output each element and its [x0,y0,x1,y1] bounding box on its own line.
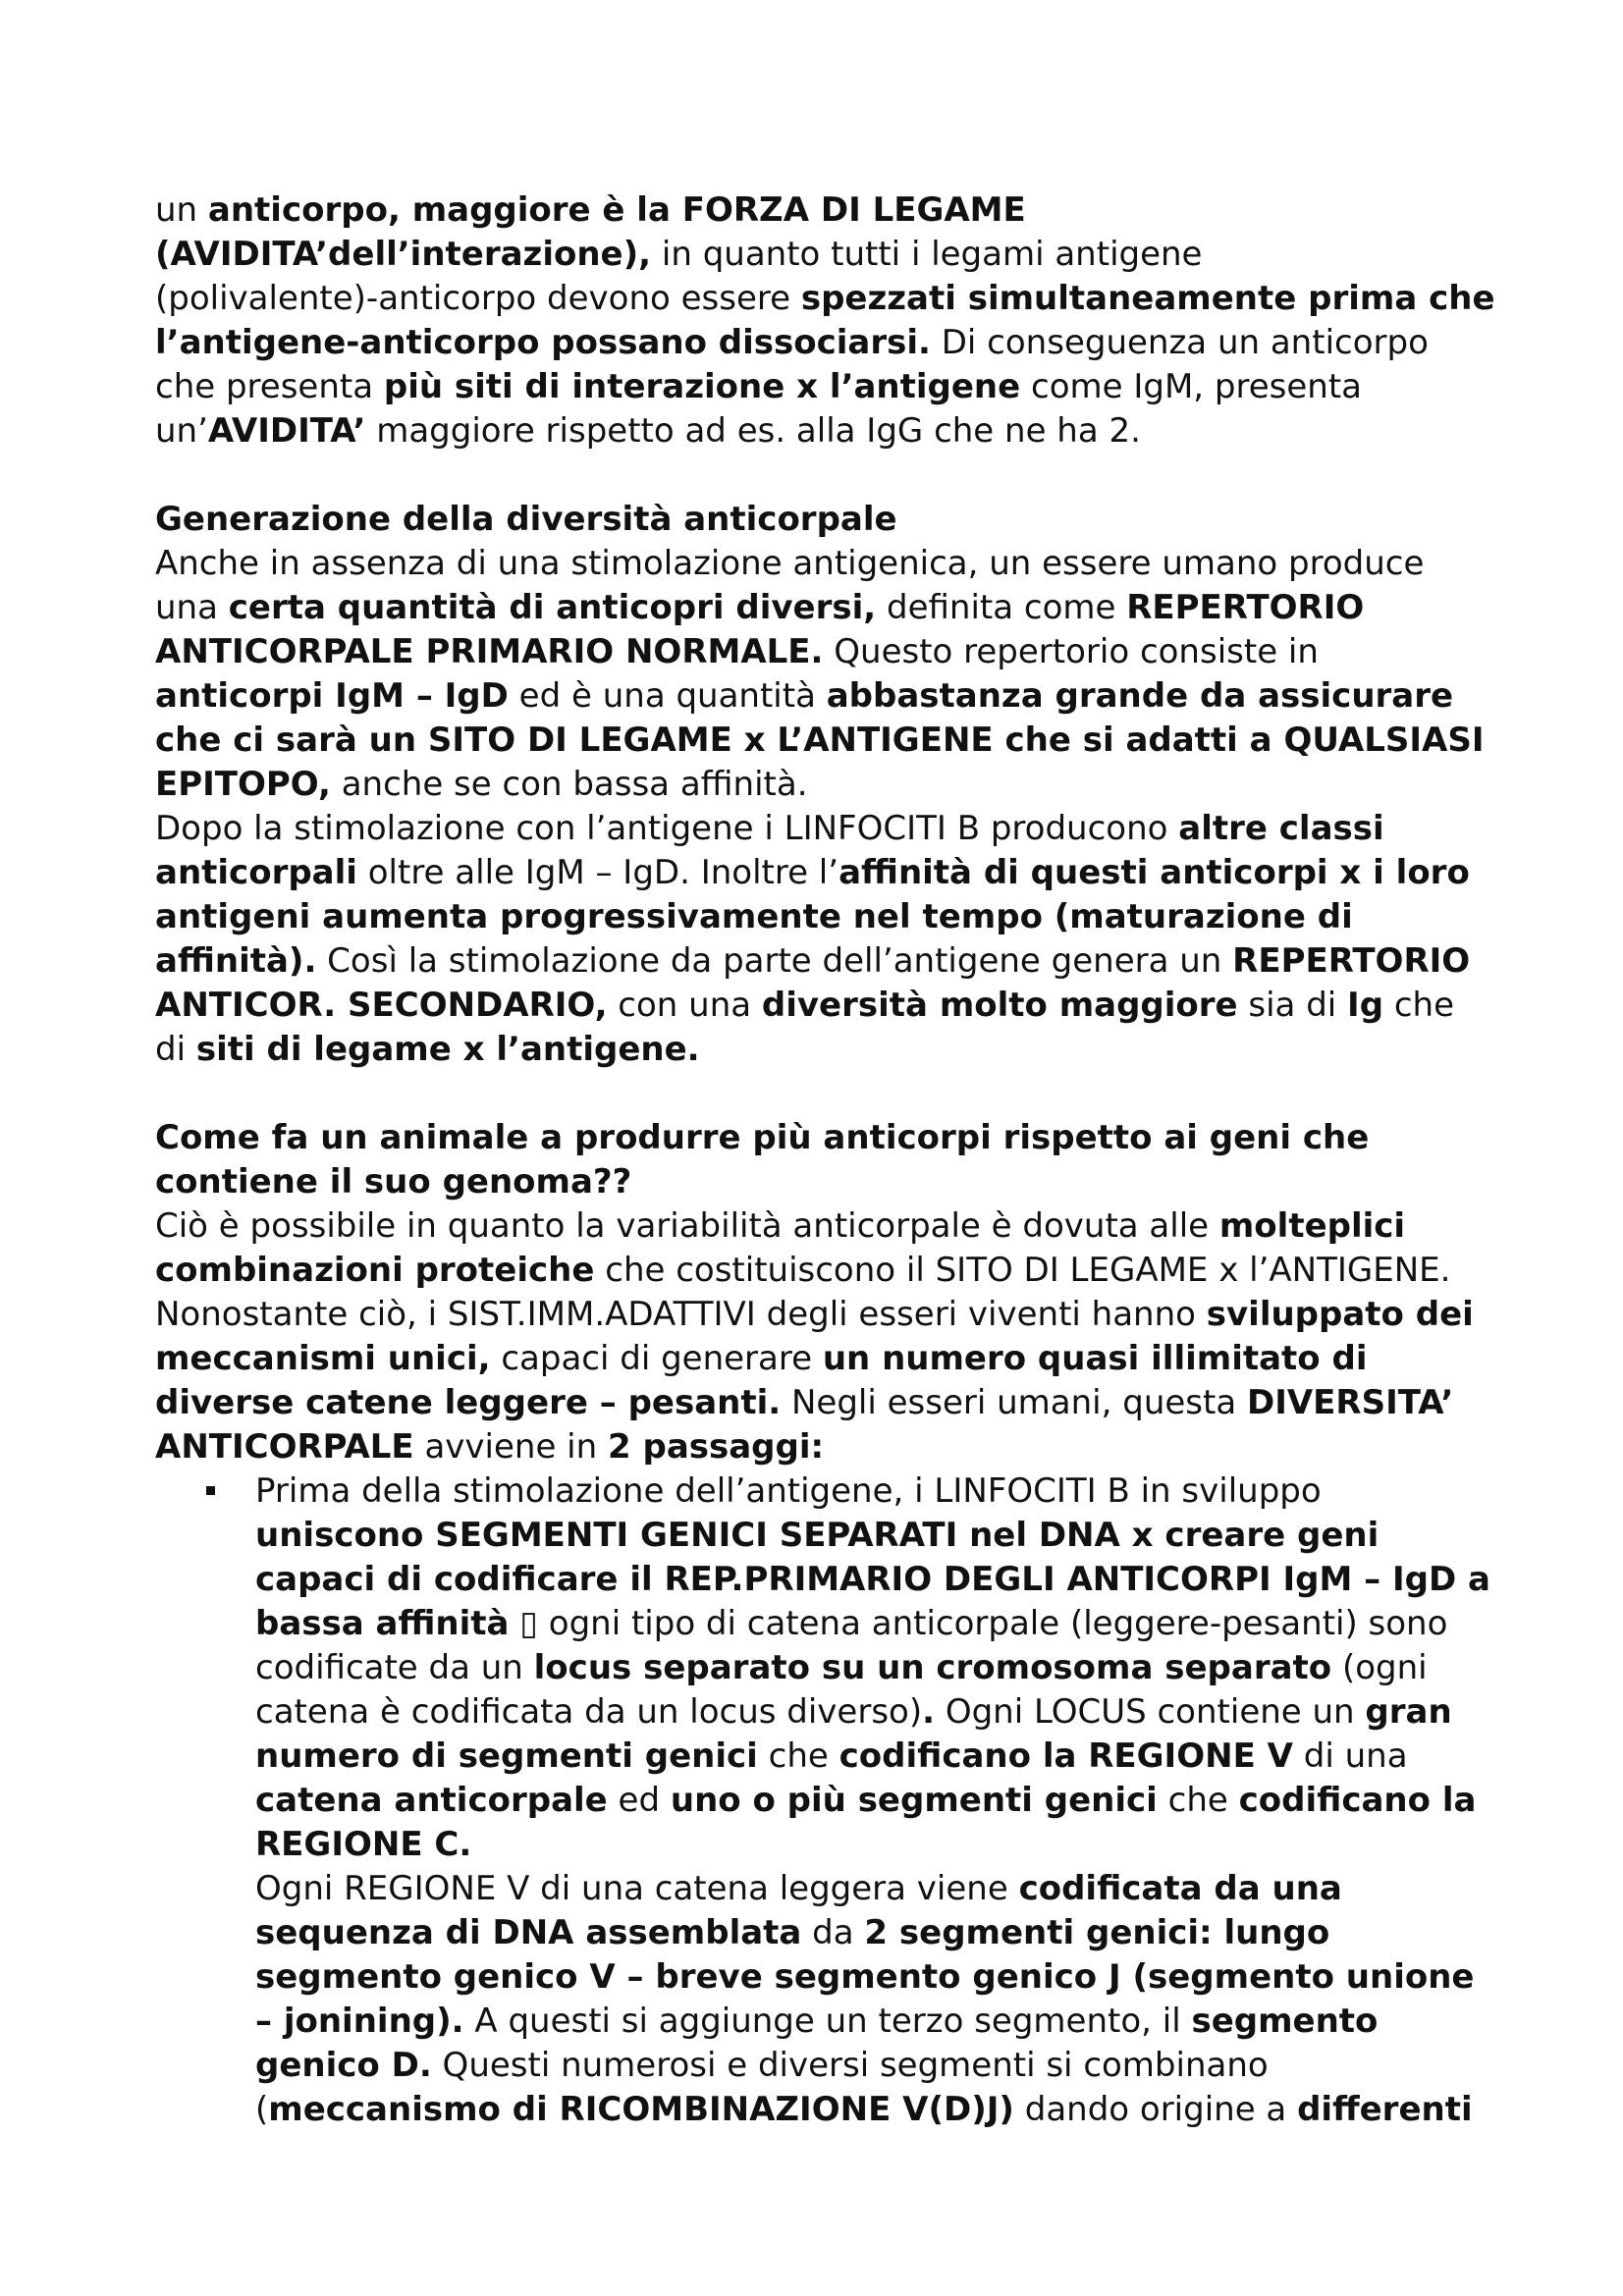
bold-text: 2 segmenti genici: lungo [864,1913,1330,1952]
text: Questo repertorio consiste in [823,632,1319,671]
bold-text: codificano la [1238,1781,1477,1820]
text-line [155,321,1490,365]
text-line [155,1823,1490,1867]
text-line [155,1425,1490,1469]
bold-text: Generazione della diversità anticorpale [155,500,897,539]
text-line [155,851,1490,895]
text: catena è codificata da un locus diverso) [255,1692,923,1732]
bold-text: diverse catene leggere – pesanti. [155,1383,782,1422]
bold-text: REPERTORIO [1232,941,1471,981]
text-line [155,1204,1490,1249]
text-line [155,895,1490,939]
text: ( [255,2090,269,2129]
text: Dopo la stimolazione con l’antigene i LINFOCITI B producono [155,809,1179,848]
text: che presenta [155,367,384,406]
bold-text: affinità di questi anticorpi x i loro [839,853,1470,892]
bold-text: Ig [1347,986,1384,1025]
bold-text: meccanismo di RICOMBINAZIONE V(D)J) [268,2090,1014,2129]
bold-text: meccanismi unici, [155,1339,491,1378]
text: ed è una quantità [508,676,827,716]
text-line [155,1469,1490,1514]
paragraph [155,1116,1490,1469]
bold-text: EPITOPO, [155,765,331,804]
text-line [155,1249,1490,1293]
bold-text: sviluppato dei [1206,1295,1474,1334]
paragraph-spacer [155,454,1490,498]
text: sia di [1237,986,1348,1025]
text-line [155,1602,1490,1646]
bold-text: catena anticorpale [255,1781,608,1820]
text: Ogni LOCUS contiene un [935,1692,1366,1732]
text: di [155,1030,196,1069]
text: Ogni REGIONE V di una catena leggera viene [255,1869,1019,1908]
bullet-item [155,1469,1490,2132]
text-line [155,674,1490,719]
text: Così la stimolazione da parte dell’antigene genera un [316,941,1233,981]
paragraph [155,498,1490,1072]
bold-text: contiene il suo genoma?? [155,1162,632,1201]
text: di una [1292,1736,1408,1776]
text-line [155,409,1490,454]
text: Negli esseri umani, questa [781,1383,1247,1422]
text: che costituiscono il SITO DI LEGAME x l’ANTIGENE. [594,1251,1451,1290]
text: Anche in assenza di una stimolazione antigenica, un essere umano produce [155,544,1425,583]
text: Di conseguenza un anticorpo [930,323,1429,362]
text-line [155,188,1490,233]
bold-text: gran [1365,1692,1452,1732]
text: ▯ ogni tipo di catena anticorpale (leggere-pesanti) sono [509,1604,1448,1643]
text-line [155,542,1490,586]
text-line [155,1337,1490,1381]
bold-text: segmento [1191,2002,1379,2041]
bold-text: abbastanza grande da assicurare [826,676,1454,716]
text-line [155,1955,1490,2000]
bold-text: 2 passaggi: [607,1427,825,1467]
bold-text: numero di segmenti genici [255,1736,758,1776]
text-line [155,807,1490,851]
bold-text: l’antigene-anticorpo possano dissociarsi. [155,323,931,362]
bold-text: . [922,1692,936,1732]
bold-text: ANTICORPALE PRIMARIO NORMALE. [155,632,824,671]
bold-text: combinazioni proteiche [155,1251,595,1290]
text: oltre alle IgM – IgD. Inoltre l’ [356,853,839,892]
text-line [155,277,1495,321]
text-line [155,586,1490,630]
text: in quanto tutti i legami antigene [651,235,1203,274]
text: Nonostante ciò, i SIST.IMM.ADATTIVI degli esseri viventi hanno [155,1295,1207,1334]
text: con una [607,986,762,1025]
text: una [155,588,229,627]
bold-text: anticorpi IgM – IgD [155,676,509,716]
bold-text: differenti [1297,2090,1473,2129]
bold-text: ANTICOR. SECONDARIO, [155,986,608,1025]
paragraph [155,188,1495,454]
text: anche se con bassa affinità. [330,765,808,804]
bold-text: siti di legame x l’antigene. [195,1030,700,1069]
text: che [1383,986,1455,1025]
text-line [155,719,1490,763]
bold-text: capaci di codificare il REP.PRIMARIO DEGLI ANTICORPI IgM – IgD a [255,1560,1490,1599]
text-line [155,233,1490,277]
bullet-square-icon [206,1486,215,1495]
text-line [155,1735,1490,1779]
bold-text: segmento genico V – breve segmento genico J (segmento unione [255,1957,1475,1997]
text: Questi numerosi e diversi segmenti si combinano [431,2046,1269,2085]
text-line [155,2088,1490,2132]
bold-text: REPERTORIO [1126,588,1365,627]
text-line [155,1028,1490,1072]
text: che [757,1736,839,1776]
text: Prima della stimolazione dell’antigene, i LINFOCITI B in sviluppo [255,1471,1322,1511]
bold-text: più siti di interazione x l’antigene [383,367,1021,406]
bold-text: Come fa un animale a produrre più anticorpi rispetto ai geni che [155,1118,1370,1157]
bold-text: bassa affinità [255,1604,510,1643]
text-line [155,1160,1490,1204]
text-line [155,1116,1490,1160]
text: A questi si aggiunge un terzo segmento, il [463,2002,1192,2041]
text-line [155,1293,1490,1337]
text-line [155,984,1490,1028]
text: un’ [155,411,208,451]
text: capaci di generare [490,1339,823,1378]
bold-text: sequenza di DNA assemblata [255,1913,802,1952]
bold-text: anticorpo, maggiore è la FORZA DI LEGAME [207,190,1026,230]
text: (polivalente)-anticorpo devono essere [155,279,801,318]
text-line [155,1690,1490,1735]
text: avviene in [413,1427,608,1467]
bold-text: certa quantità di anticopri diversi, [228,588,877,627]
bold-text: AVIDITA’ [207,411,366,451]
text-line [155,1646,1490,1690]
text: ed [607,1781,671,1820]
bold-text: che ci sarà un SITO DI LEGAME x L’ANTIGENE che si adatti a QUALSIASI [155,721,1485,760]
bold-text: ANTICORPALE [155,1427,414,1467]
bold-text: anticorpali [155,853,357,892]
text: codificate da un [255,1648,534,1687]
bold-text: molteplici [1218,1206,1406,1246]
bold-text: uniscono SEGMENTI GENICI SEPARATI nel DNA x creare geni [255,1516,1380,1555]
bold-text: REGIONE C. [255,1825,472,1864]
bold-text: altre classi [1178,809,1384,848]
bold-text: spezzati simultaneamente prima che [800,279,1495,318]
text-line [155,2000,1490,2044]
text-line [155,939,1490,984]
text: che [1157,1781,1239,1820]
bold-text: diversità molto maggiore [761,986,1238,1025]
text-line [155,1867,1490,1911]
text-line [155,763,1490,807]
bold-text: affinità). [155,941,317,981]
bold-text: (AVIDITA’dell’interazione), [155,235,652,274]
document-page [155,188,1495,2132]
text-line [155,498,1490,542]
bold-text: codificata da una [1018,1869,1342,1908]
bold-text: DIVERSITA’ [1246,1383,1454,1422]
text-line [155,1514,1490,1558]
text: un [155,190,208,230]
paragraph-spacer [155,1072,1490,1116]
text-line [155,630,1490,674]
text: maggiore rispetto ad es. alla IgG che ne ha 2. [365,411,1141,451]
text-line [155,2044,1490,2088]
text: come IgM, presenta [1020,367,1362,406]
text-line [155,365,1490,409]
bold-text: codificano la REGIONE V [839,1736,1293,1776]
text: Ciò è possibile in quanto la variabilità anticorpale è dovuta alle [155,1206,1219,1246]
bold-text: un numero quasi illimitato di [822,1339,1368,1378]
bold-text: antigeni aumenta progressivamente nel tempo (maturazione di [155,897,1353,936]
text-line [155,1558,1490,1602]
text-line [155,1911,1490,1955]
bold-text: locus separato su un cromosoma separato [533,1648,1332,1687]
text-line [155,1381,1490,1425]
bold-text: uno o più segmenti genici [670,1781,1158,1820]
text: definita come [876,588,1127,627]
bold-text: – jonining). [255,2002,464,2041]
text: (ogni [1331,1648,1428,1687]
bold-text: genico D. [255,2046,432,2085]
text: da [801,1913,865,1952]
text-line [155,1779,1490,1823]
text: dando origine a [1013,2090,1298,2129]
